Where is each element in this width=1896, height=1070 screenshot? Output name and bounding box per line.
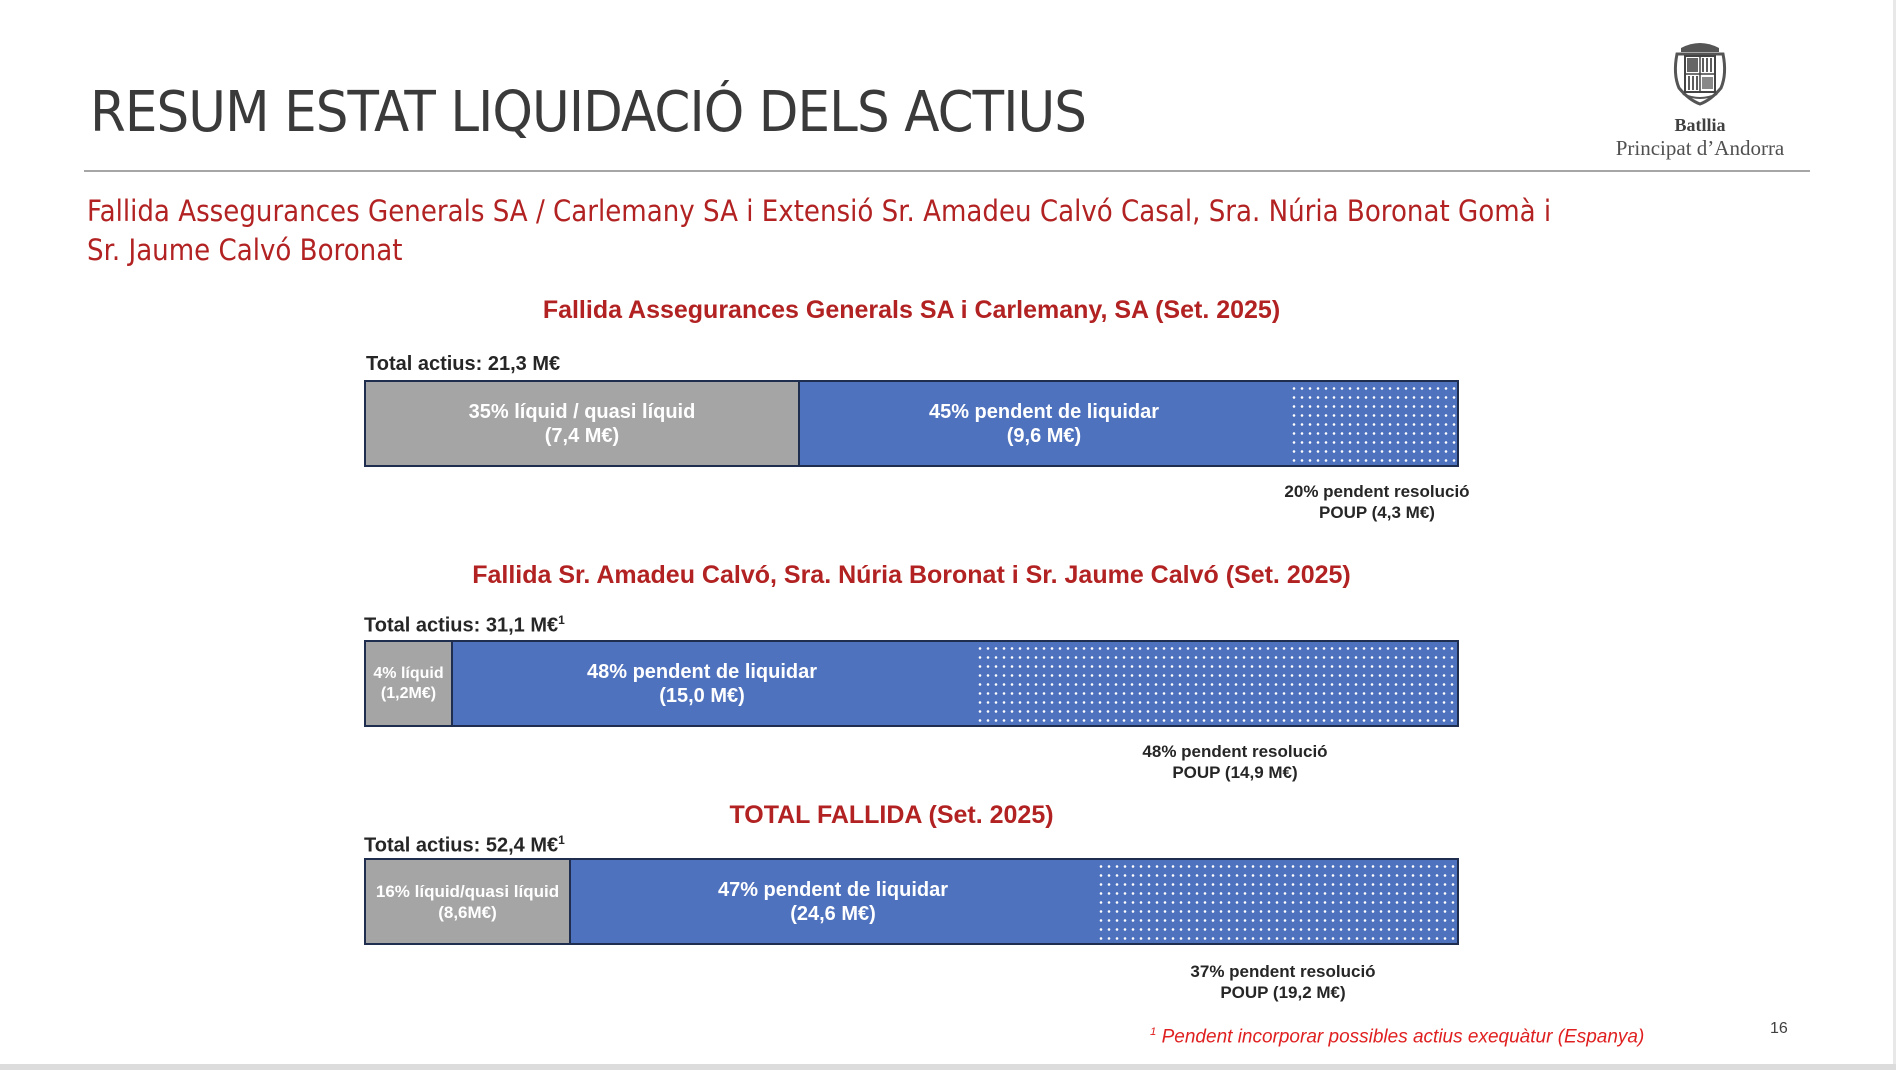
note-pending-resolution-2: [1120, 741, 1350, 783]
logo-subtitle: Principat d’Andorra: [1615, 136, 1785, 160]
window-bottom-edge: [0, 1064, 1896, 1070]
segment-value: (7,4 M€): [544, 424, 620, 447]
section-heading-2: Fallida Sr. Amadeu Calvó, Sra. Núria Boronat i Sr. Jaume Calvó (Set. 2025): [472, 561, 1351, 589]
note-pending-resolution-3: [1168, 961, 1398, 1003]
note-pending-resolution-1: [1262, 481, 1492, 523]
segment-label: 16% líquid/quasi líquid: [375, 881, 560, 901]
note-line-2: POUP (4,3 M€): [1319, 503, 1435, 522]
coat-of-arms-icon: [1669, 40, 1731, 106]
note-line-1: 48% pendent resolució: [1142, 742, 1328, 761]
logo-title: Batllia: [1674, 115, 1726, 135]
subtitle: [87, 192, 1552, 270]
total-assets-3: [364, 833, 565, 858]
segment-liquid: [366, 642, 453, 725]
footnote-text: Pendent incorporar possibles actius exequàtur (Espanya): [1156, 1026, 1645, 1048]
segment-label: 4% líquid: [373, 664, 444, 682]
stacked-bar-3: [364, 858, 1459, 945]
page-number: 16: [1770, 1020, 1788, 1037]
segment-pending-liquidation: [571, 860, 1095, 943]
segment-liquid: [366, 860, 571, 943]
segment-value: (1,2M€): [380, 684, 437, 702]
segment-pending-liquidation: [800, 382, 1288, 465]
segment-pending-resolution: [1095, 860, 1457, 943]
segment-pending-liquidation: [453, 642, 974, 725]
total-assets-2: [364, 613, 565, 638]
subtitle-line-1: Fallida Assegurances Generals SA / Carlemany SA i Extensió Sr. Amadeu Calvó Casal, Sra. Núria Boronat Gomà i: [87, 194, 1552, 228]
segment-label: 48% pendent de liquidar: [587, 660, 818, 683]
subtitle-line-2: Sr. Jaume Calvó Boronat: [87, 233, 403, 267]
total-assets-1: [366, 353, 560, 376]
segment-value: (9,6 M€): [1006, 424, 1082, 447]
stacked-bar-1: [364, 380, 1459, 467]
total-assets-label: Total actius: 31,1 M€: [364, 614, 559, 637]
header-divider: [84, 170, 1810, 172]
page-title: RESUM ESTAT LIQUIDACIÓ DELS ACTIUS: [90, 80, 1087, 145]
footnote-marker: 1: [558, 613, 565, 627]
logo: [1600, 40, 1800, 161]
segment-value: (8,6M€): [438, 902, 497, 922]
segment-label: 47% pendent de liquidar: [717, 878, 949, 901]
segment-value: (15,0 M€): [659, 684, 745, 707]
footnote-marker: 1: [1150, 1026, 1157, 1038]
note-line-2: POUP (14,9 M€): [1172, 763, 1298, 782]
stacked-bar-2: [364, 640, 1459, 727]
segment-liquid: [366, 382, 800, 465]
segment-pending-resolution: [974, 642, 1457, 725]
section-heading-1: Fallida Assegurances Generals SA i Carlemany, SA (Set. 2025): [542, 296, 1281, 324]
segment-label: 45% pendent de liquidar: [928, 400, 1160, 423]
segment-label: 35% líquid / quasi líquid: [468, 400, 696, 423]
total-assets-label: Total actius: 52,4 M€: [364, 834, 559, 857]
note-line-2: POUP (19,2 M€): [1220, 983, 1346, 1002]
segment-pending-resolution: [1288, 382, 1457, 465]
note-line-1: 20% pendent resolució: [1284, 482, 1470, 501]
total-assets-label: Total actius: 21,3 M€: [366, 353, 561, 375]
footnote-marker: 1: [558, 833, 565, 847]
footnote: [1150, 1026, 1644, 1048]
segment-value: (24,6 M€): [790, 902, 876, 925]
note-line-1: 37% pendent resolució: [1190, 962, 1376, 981]
section-heading-3: TOTAL FALLIDA (Set. 2025): [729, 801, 1054, 829]
